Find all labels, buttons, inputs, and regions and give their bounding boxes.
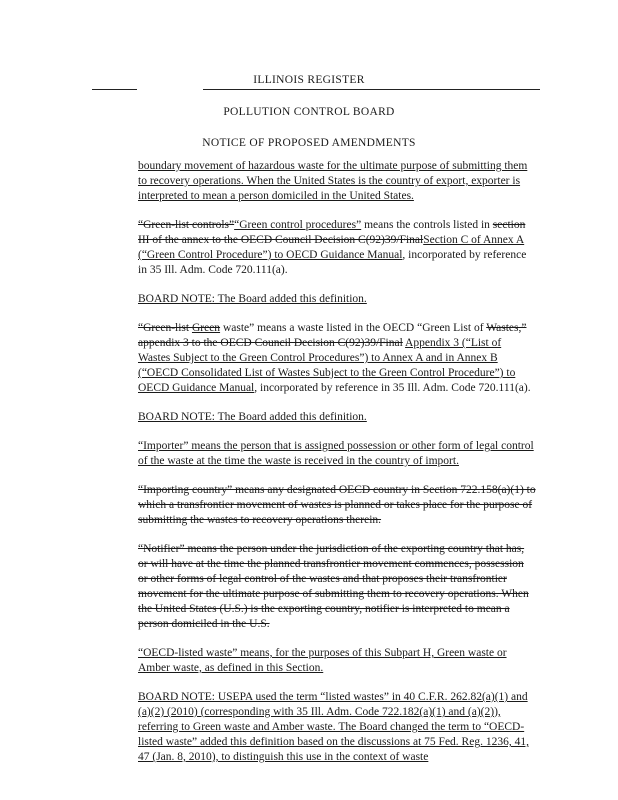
paragraph bbox=[138, 292, 536, 307]
paragraph bbox=[138, 410, 536, 425]
paragraph bbox=[138, 483, 536, 528]
inserted-text: Section C of Annex A (“Green Control Procedure”) to OECD Guidance Manual bbox=[138, 234, 525, 261]
paragraph bbox=[138, 159, 536, 204]
board-title: POLLUTION CONTROL BOARD bbox=[223, 106, 395, 118]
deleted-text: “Notifier” means the person under the jurisdiction of the exporting country that has, or will have at the time the planned transfrontier movement commences, possession or other forms of legal control of the wastes and that proposes their transfrontier movement for the ultimate purpose of submitting them to recovery operations. When the United States (U.S.) is the exporting country, notifier is interpreted to mean a person domiciled in the U.S. bbox=[138, 543, 529, 630]
deleted-text: “Green-list bbox=[138, 322, 192, 334]
deleted-text: section III of the annex to the OECD Council Decision C(92)39/Final bbox=[138, 219, 526, 246]
header-rule-left bbox=[92, 89, 137, 90]
notice-title: NOTICE OF PROPOSED AMENDMENTS bbox=[202, 137, 416, 149]
inserted-text: Green bbox=[191, 322, 221, 334]
inserted-text: Appendix 3 (“List of Wastes Subject to the Green Control Procedures”) to Annex A and in Annex B (“OECD Consolidated List of Wastes Subject to the Green Control Procedure”) to OECD Guidance Manual bbox=[138, 337, 516, 394]
text-segment: waste” means a waste listed in the OECD “Green List of bbox=[220, 322, 487, 334]
inserted-text: “Importer” means the person that is assigned possession or other form of legal control of the waste at the time the waste is received in the country of import. bbox=[138, 440, 534, 467]
paragraph bbox=[138, 542, 536, 632]
inserted-text: boundary movement of hazardous waste for the ultimate purpose of submitting them to recovery operations. When the United States is the country of export, exporter is interpreted to mean a person domiciled in the United States. bbox=[138, 160, 528, 202]
paragraph bbox=[138, 439, 536, 469]
inserted-text: BOARD NOTE: USEPA used the term “listed wastes” in 40 C.F.R. 262.82(a)(1) and (a)(2) (2010) (corresponding with 35 Ill. Adm. Code 722.182(a)(1) and (a)(2)), referring to Green waste and Amber waste. The Board changed the term to “OECD-listed waste” added this definition based on the discussions at 75 Fed. Reg. 1236, 41, 47 (Jan. 8, 2010), to distinguish this use in the context of waste bbox=[138, 691, 529, 763]
inserted-text: “Green control procedures” bbox=[234, 219, 362, 231]
paragraph bbox=[138, 646, 536, 676]
paragraph bbox=[138, 321, 536, 396]
inserted-text: “OECD-listed waste” means, for the purposes of this Subpart H, Green waste or Amber waste, as defined in this Section. bbox=[138, 647, 507, 674]
text-segment: , incorporated by reference in 35 Ill. Adm. Code 720.111(a). bbox=[254, 382, 531, 394]
inserted-text: BOARD NOTE: The Board added this definition. bbox=[138, 293, 367, 305]
text-segment: means the controls listed in bbox=[361, 219, 493, 231]
paragraph bbox=[138, 218, 536, 278]
text-segment: , incorporated by reference in 35 Ill. Adm. Code 720.111(a). bbox=[138, 249, 527, 276]
deleted-text: “Importing country” means any designated OECD country in Section 722.158(a)(1) to which a transfrontier movement of wastes is planned or takes place for the purpose of submitting the wastes to recovery operations therein. bbox=[138, 484, 536, 526]
deleted-text: “Green-list controls” bbox=[138, 219, 235, 231]
header-rule bbox=[203, 89, 540, 90]
deleted-text: Wastes,” appendix 3 to the OECD Council Decision C(92)39/Final bbox=[138, 322, 527, 349]
register-title: ILLINOIS REGISTER bbox=[253, 74, 365, 86]
document-body bbox=[138, 159, 536, 765]
inserted-text: BOARD NOTE: The Board added this definition. bbox=[138, 411, 367, 423]
paragraph bbox=[138, 690, 536, 765]
